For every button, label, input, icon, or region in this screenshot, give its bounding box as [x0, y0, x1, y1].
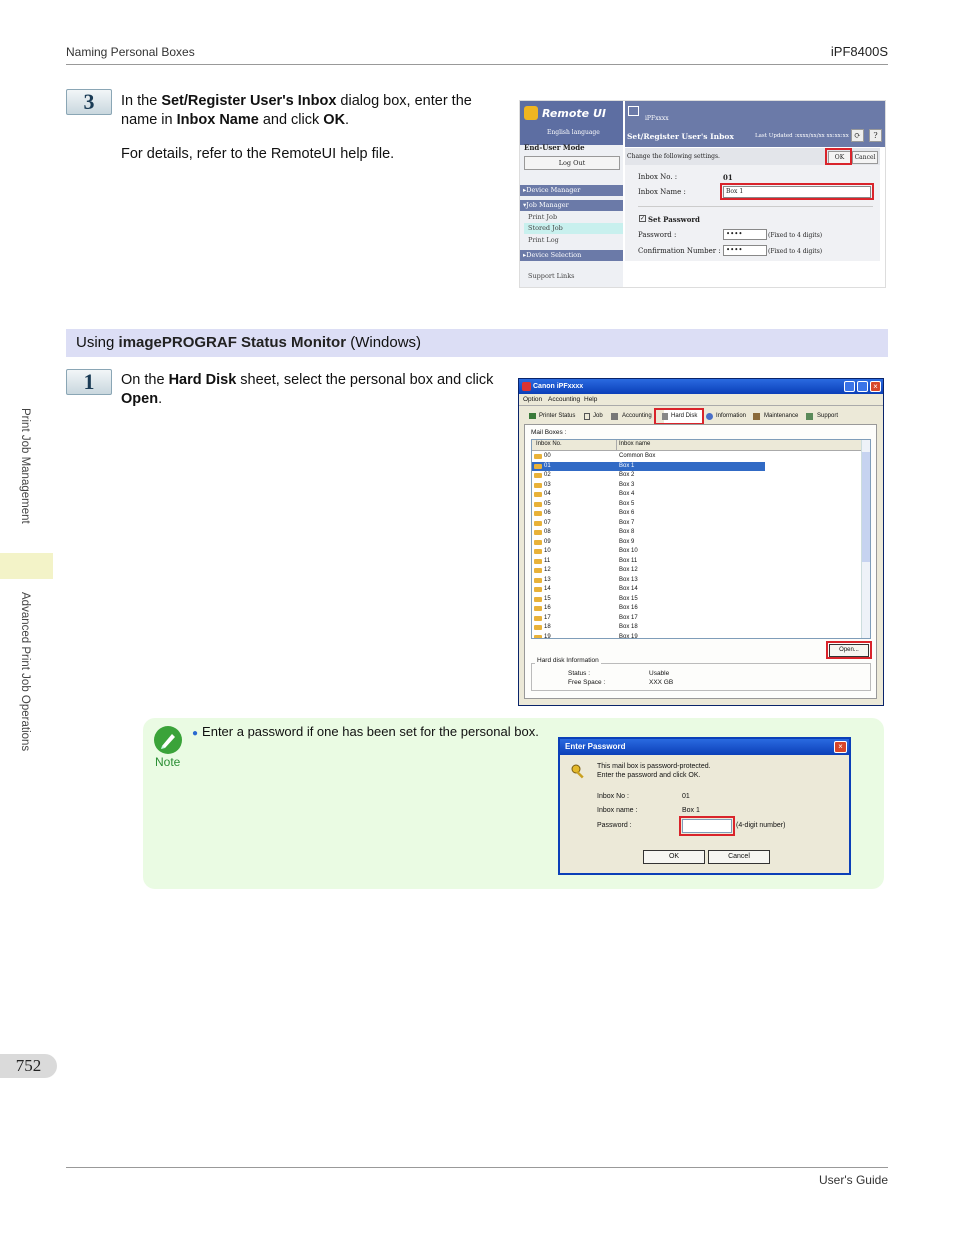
cell-inbox-name: Box 19: [619, 633, 638, 639]
cell-inbox-no: 16: [544, 605, 551, 611]
cell-inbox-no: 13: [544, 576, 551, 583]
folder-icon: [534, 625, 542, 630]
cell-inbox-name: Box 14: [619, 586, 638, 592]
inbox-name-label: Inbox Name :: [638, 188, 686, 196]
triangle-down-icon: ▾: [523, 201, 527, 209]
dialog-password-label: Password :: [597, 822, 632, 829]
nav-device-selection[interactable]: ▸Device Selection: [520, 250, 623, 261]
cell-inbox-no: 17: [544, 614, 551, 621]
printer-status-icon: [529, 413, 536, 419]
maintenance-icon: [753, 413, 760, 420]
enter-password-dialog: [558, 737, 851, 875]
cell-inbox-no: 08: [544, 529, 551, 535]
side-label-upper: Print Job Management: [19, 408, 31, 524]
cell-inbox-no: 09: [544, 538, 551, 545]
confirm-label: Confirmation Number :: [638, 247, 721, 255]
dialog-inbox-name-label: Inbox name :: [597, 807, 638, 814]
tab-hard-disk[interactable]: Hard Disk: [671, 413, 698, 419]
bullet-icon: ●: [192, 728, 199, 739]
free-space-label: Free Space :: [568, 679, 606, 686]
cell-inbox-no: 10: [544, 548, 551, 554]
free-space-value: XXX GB: [649, 679, 674, 686]
inbox-name-input[interactable]: Box 1: [723, 186, 871, 198]
printer-icon: [628, 106, 639, 116]
logout-button[interactable]: Log Out: [524, 156, 620, 170]
form-divider: [638, 206, 873, 207]
cell-inbox-no: 06: [544, 510, 551, 516]
column-inbox-no[interactable]: Inbox No.: [536, 441, 562, 447]
table-row[interactable]: [532, 557, 862, 567]
nav-stored-job[interactable]: Stored Job: [528, 224, 563, 232]
inbox-no-label: Inbox No. :: [638, 173, 678, 181]
mail-boxes-label: Mail Boxes :: [531, 429, 567, 436]
language-link[interactable]: English language: [547, 129, 600, 136]
step3-help-text: For details, refer to the RemoteUI help file.: [121, 146, 395, 162]
monitor-title-bar: [519, 379, 883, 394]
hard-disk-highlight-box: [654, 408, 704, 425]
remote-ui-logo-text: Remote UI: [542, 107, 606, 120]
side-label-lower: Advanced Print Job Operations: [19, 592, 31, 752]
table-row[interactable]: [532, 481, 862, 491]
cell-inbox-no: 12: [544, 567, 551, 573]
folder-icon: [534, 597, 542, 602]
cell-inbox-name: Box 11: [619, 557, 638, 564]
cell-inbox-name: Box 13: [619, 576, 638, 583]
side-tab-marker: [0, 553, 53, 579]
password-highlight-box: [679, 816, 735, 836]
canon-app-icon: [522, 382, 531, 391]
tab-maintenance[interactable]: Maintenance: [764, 413, 799, 419]
cell-inbox-name: Box 6: [619, 510, 635, 516]
cell-inbox-name: Box 1: [619, 462, 635, 469]
hdd-info-label: Hard disk Information: [537, 657, 599, 664]
cell-inbox-no: 01: [544, 462, 551, 469]
cell-inbox-name: Common Box: [619, 453, 656, 459]
dialog-ok-button[interactable]: OK: [643, 850, 705, 864]
folder-icon: [534, 492, 542, 497]
folder-icon: [534, 464, 542, 469]
cell-inbox-no: 07: [544, 519, 551, 526]
set-password-checkbox[interactable]: ✓: [640, 215, 646, 222]
nav-job-manager[interactable]: ▾Job Manager: [520, 200, 623, 211]
refresh-icon[interactable]: ⟳: [851, 129, 864, 142]
table-row[interactable]: [532, 500, 862, 510]
information-icon: [706, 413, 713, 420]
folder-icon: [534, 587, 542, 592]
cell-inbox-no: 14: [544, 586, 551, 592]
folder-icon: [534, 473, 542, 478]
table-row[interactable]: [532, 452, 862, 462]
close-icon[interactable]: ×: [870, 381, 881, 392]
dialog-password-hint: (4-digit number): [736, 822, 786, 829]
note-label: Note: [155, 755, 181, 769]
table-row[interactable]: [532, 538, 862, 548]
help-icon[interactable]: ?: [869, 129, 882, 142]
dialog-inbox-name-value: Box 1: [682, 807, 700, 814]
menu-option[interactable]: Option: [523, 396, 543, 403]
menu-divider: [519, 405, 883, 406]
folder-icon: [534, 454, 542, 459]
job-icon: [584, 413, 590, 420]
table-row[interactable]: [532, 547, 862, 557]
cell-inbox-name: Box 3: [619, 481, 635, 488]
section-heading: Using imagePROGRAF Status Monitor (Windows): [66, 329, 888, 357]
tab-support[interactable]: Support: [817, 413, 839, 419]
cell-inbox-no: 18: [544, 624, 551, 630]
dialog-inbox-no-value: 01: [682, 793, 690, 800]
folder-icon: [534, 578, 542, 583]
cell-inbox-no: 19: [544, 633, 551, 639]
set-password-label: Set Password: [648, 215, 700, 224]
maximize-icon[interactable]: [857, 381, 868, 392]
open-highlight-box: [826, 641, 872, 659]
remote-ui-title-bar: [625, 101, 885, 147]
note-text: ● Enter a password if one has been set for the personal box.: [192, 724, 539, 739]
dialog-close-icon[interactable]: ×: [834, 741, 847, 753]
triangle-right-icon: ▸: [523, 186, 527, 194]
folder-icon: [534, 559, 542, 564]
folder-icon: [534, 616, 542, 621]
folder-icon: [534, 511, 542, 516]
monitor-title: Canon iPFxxxx: [533, 383, 584, 390]
list-header: [532, 440, 862, 451]
nav-print-log[interactable]: Print Log: [528, 236, 559, 244]
scrollbar-thumb[interactable]: [862, 452, 870, 562]
nav-device-manager[interactable]: ▸Device Manager: [520, 185, 623, 196]
table-row[interactable]: [532, 509, 862, 519]
folder-icon: [534, 502, 542, 507]
folder-icon: [534, 568, 542, 573]
dialog-inbox-no-label: Inbox No :: [597, 793, 629, 800]
cell-inbox-no: 03: [544, 481, 551, 488]
status-label: Status :: [568, 670, 591, 677]
cell-inbox-no: 02: [544, 472, 551, 478]
triangle-right-icon: ▸: [523, 251, 527, 259]
folder-icon: [534, 635, 542, 640]
inbox-no-value: 01: [723, 173, 733, 182]
minimize-icon[interactable]: [844, 381, 855, 392]
cell-inbox-name: Box 8: [619, 529, 635, 535]
step1-instruction: On the Hard Disk sheet, select the personal box and click Open.: [121, 372, 494, 407]
step-number-1: 1: [66, 369, 112, 395]
table-row[interactable]: [532, 462, 765, 472]
accounting-icon: [611, 413, 618, 420]
tab-accounting[interactable]: Accounting: [622, 413, 652, 419]
table-row[interactable]: [532, 633, 862, 640]
tab-printer-status[interactable]: Printer Status: [539, 413, 576, 419]
pencil-icon: [154, 726, 182, 754]
table-row[interactable]: [532, 471, 862, 481]
table-row[interactable]: [532, 528, 862, 538]
cell-inbox-no: 15: [544, 595, 551, 602]
nav-print-job[interactable]: Print Job: [528, 213, 558, 221]
nav-support-links[interactable]: Support Links: [528, 272, 575, 280]
menu-accounting[interactable]: Accounting: [548, 396, 581, 403]
cell-inbox-name: Box 2: [619, 472, 635, 478]
table-row[interactable]: [532, 595, 862, 605]
header-divider: [66, 64, 888, 65]
table-row[interactable]: [532, 604, 862, 614]
cell-inbox-no: 11: [544, 557, 551, 564]
remote-ui-logo-icon: [524, 106, 538, 120]
dialog-title: Enter Password: [560, 739, 849, 755]
table-row[interactable]: [532, 614, 862, 624]
cell-inbox-name: Box 7: [619, 519, 635, 526]
confirm-input[interactable]: ••••: [723, 245, 767, 256]
dialog-cancel-button[interactable]: Cancel: [708, 850, 770, 864]
last-updated: Last Updated :xxxx/xx/xx xx:xx:xx: [755, 133, 849, 139]
password-note: (Fixed to 4 digits): [768, 232, 823, 239]
cell-inbox-name: Box 18: [619, 624, 638, 630]
table-row[interactable]: [532, 566, 862, 576]
page-number: 752: [0, 1054, 57, 1078]
cell-inbox-name: Box 9: [619, 538, 635, 545]
status-monitor-window: [518, 378, 884, 706]
table-row[interactable]: [532, 585, 862, 595]
password-label: Password :: [638, 231, 677, 239]
column-inbox-name[interactable]: Inbox name: [619, 441, 651, 447]
remote-ui-screenshot: [519, 100, 886, 288]
folder-icon: [534, 483, 542, 488]
rui-page-title: Set/Register User's Inbox: [627, 132, 734, 141]
status-value: Usable: [649, 670, 670, 677]
list-scrollbar[interactable]: [861, 440, 870, 638]
column-divider: [616, 440, 617, 450]
cell-inbox-name: Box 16: [619, 605, 638, 611]
mailbox-list[interactable]: [531, 439, 871, 639]
tab-job[interactable]: Job: [593, 413, 603, 419]
folder-icon: [534, 549, 542, 554]
hdd-info-group: [531, 663, 871, 691]
cell-inbox-name: Box 10: [619, 548, 638, 554]
ok-highlight-box: [825, 148, 852, 165]
inbox-name-highlight-box: [720, 183, 874, 200]
cell-inbox-no: 04: [544, 491, 551, 497]
dialog-message-2: Enter the password and click OK.: [597, 772, 701, 779]
dialog-message-1: This mail box is password-protected.: [597, 763, 711, 770]
cell-inbox-no: 00: [544, 453, 551, 459]
cell-inbox-name: Box 4: [619, 491, 635, 497]
footer-divider: [66, 1167, 888, 1168]
remote-ui-main: [625, 101, 885, 287]
tab-information[interactable]: Information: [716, 413, 747, 419]
step3-instruction: In the Set/Register User's Inbox dialog box, enter the name in Inbox Name and click OK.: [121, 93, 472, 128]
folder-icon: [534, 540, 542, 545]
menu-help[interactable]: Help: [584, 396, 598, 403]
cell-inbox-name: Box 17: [619, 614, 638, 621]
step-number-3: 3: [66, 89, 112, 115]
table-row[interactable]: [532, 623, 862, 633]
folder-icon: [534, 606, 542, 611]
cell-inbox-name: Box 15: [619, 595, 638, 602]
user-mode-label: End-User Mode: [524, 143, 585, 152]
folder-icon: [534, 530, 542, 535]
confirm-note: (Fixed to 4 digits): [768, 248, 823, 255]
open-button[interactable]: Open...: [829, 644, 869, 657]
running-footer: User's Guide: [819, 1173, 888, 1187]
table-row[interactable]: [532, 519, 862, 529]
support-icon: [806, 413, 813, 420]
remote-ui-logo-area: [520, 101, 623, 145]
cell-inbox-name: Box 12: [619, 567, 638, 573]
rui-ok-button[interactable]: OK: [828, 151, 851, 164]
cell-inbox-name: Box 5: [619, 500, 635, 507]
running-header-title: Naming Personal Boxes: [66, 45, 195, 59]
rui-cancel-button[interactable]: Cancel: [852, 151, 878, 164]
change-message: Change the following settings.: [627, 153, 720, 160]
table-row[interactable]: [532, 490, 862, 500]
key-icon: [570, 763, 588, 781]
password-input[interactable]: ••••: [723, 229, 767, 240]
table-row[interactable]: [532, 576, 862, 586]
printer-name: iPFxxxx: [645, 115, 669, 122]
running-header-model: iPF8400S: [830, 44, 888, 59]
folder-icon: [534, 521, 542, 526]
cell-inbox-no: 05: [544, 500, 551, 507]
remote-ui-sidebar: [520, 101, 623, 287]
